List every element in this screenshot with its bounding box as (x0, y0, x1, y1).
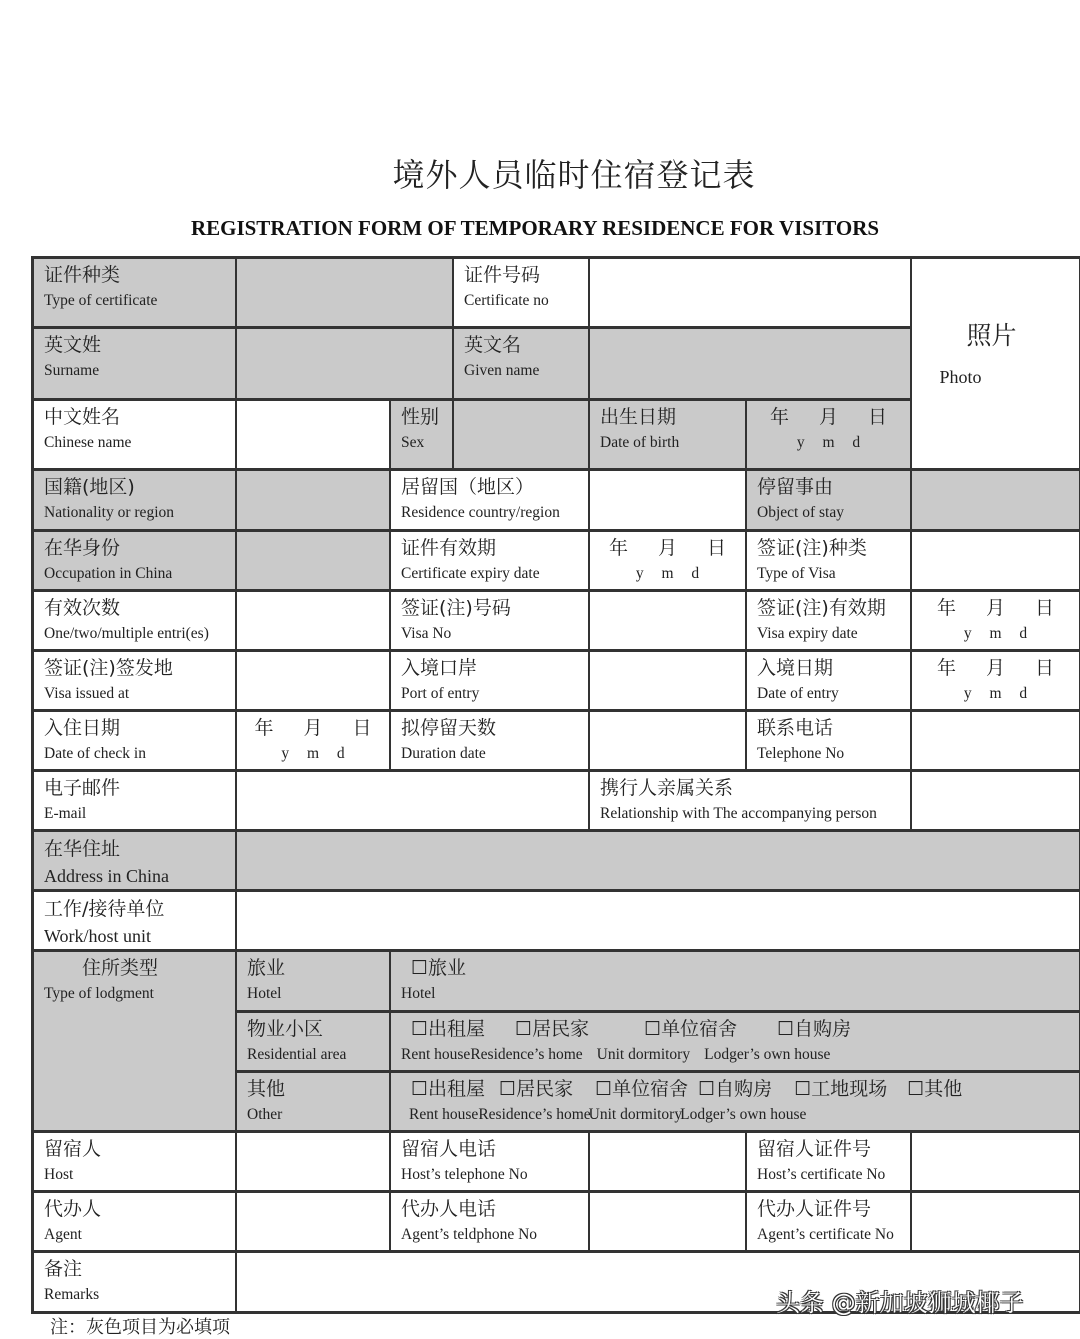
label-port (391, 652, 590, 712)
label-en: Sex (401, 434, 425, 451)
input-field[interactable] (237, 1133, 391, 1193)
input-field[interactable] (912, 471, 1080, 532)
lodgment-options-other (391, 1073, 1080, 1133)
label-entry-date (747, 652, 912, 712)
input-field[interactable] (912, 1193, 1080, 1253)
label-en: Telephone No (757, 745, 845, 762)
label-en: Host’s certificate No (757, 1166, 886, 1183)
option-label-en: Residence’s home (470, 1046, 583, 1063)
label-en: Address in China (44, 866, 169, 886)
label-en: One/two/multiple entri(es) (44, 625, 209, 642)
label-zh: 留宿人证件号 (757, 1138, 872, 1160)
label-hotel (237, 952, 391, 1013)
label-en: Remarks (44, 1286, 100, 1303)
label-residence (391, 471, 590, 532)
date-units-zh: 年 月 日 (769, 406, 900, 428)
label-visa-issued (34, 652, 237, 712)
label-host-tel (391, 1133, 590, 1193)
label-zh: 携行人亲属关系 (600, 777, 734, 799)
label-relationship (590, 772, 912, 832)
input-field[interactable] (912, 532, 1080, 592)
label-residential (237, 1013, 391, 1073)
label-host-cert (747, 1133, 912, 1193)
options-en-row (401, 985, 1079, 1003)
label-surname (34, 329, 237, 401)
footnote: 注：灰色项目为必填项 (50, 1317, 230, 1338)
label-zh: 英文姓 (44, 334, 102, 356)
input-field[interactable] (590, 652, 747, 712)
label-en: Hotel (247, 985, 282, 1002)
photo-box[interactable] (912, 259, 1080, 471)
label-zh: 入境口岸 (401, 657, 478, 679)
label-en: Relationship with The accompanying person (600, 805, 877, 822)
label-agent (34, 1193, 237, 1253)
options-zh-row (411, 955, 1079, 981)
registration-form-table (31, 256, 1080, 1314)
input-field[interactable] (590, 592, 747, 652)
label-en: Agent’s teldphone No (401, 1226, 538, 1243)
label-agent-tel (391, 1193, 590, 1253)
checkbox-option[interactable]: ☐自购房 (777, 1018, 852, 1040)
input-field[interactable] (237, 652, 391, 712)
input-field[interactable] (237, 592, 391, 652)
label-checkin (34, 712, 237, 772)
input-field[interactable] (237, 329, 454, 401)
label-zh: 英文名 (464, 334, 522, 356)
input-field[interactable] (590, 259, 912, 329)
date-input-field[interactable] (590, 532, 747, 592)
label-en: Type of certificate (44, 292, 158, 309)
label-nationality (34, 471, 237, 532)
label-en: Date of birth (600, 434, 680, 451)
label-zh: 出生日期 (600, 406, 677, 428)
label-zh: 物业小区 (247, 1018, 324, 1040)
input-field[interactable] (237, 832, 1080, 892)
label-other (237, 1073, 391, 1133)
label-en: Port of entry (401, 685, 480, 702)
label-zh: 电子邮件 (44, 777, 121, 799)
checkbox-option[interactable]: ☐出租屋 (411, 1078, 486, 1100)
label-en: Date of check in (44, 745, 146, 762)
label-duration (391, 712, 590, 772)
option-label-en: Residence’s home (478, 1106, 591, 1123)
input-field[interactable] (237, 1193, 391, 1253)
label-zh: 性别 (401, 406, 440, 428)
input-field[interactable] (454, 401, 590, 471)
label-zh: 代办人证件号 (757, 1198, 872, 1220)
input-field[interactable] (237, 892, 1080, 952)
form-title-en: REGISTRATION FORM OF TEMPORARY RESIDENCE FOR VISITORS (190, 216, 880, 240)
input-field[interactable] (590, 1133, 747, 1193)
label-en: Occupation in China (44, 565, 173, 582)
option-label-en: Rent house (401, 1046, 471, 1063)
label-zh: 有效次数 (44, 597, 121, 619)
label-en: Given name (464, 362, 540, 379)
label-cert-expiry (391, 532, 590, 592)
label-cert-no (454, 259, 590, 329)
label-zh: 代办人 (44, 1198, 102, 1220)
label-en: Host (44, 1166, 74, 1183)
label-email (34, 772, 237, 832)
option-label-en: Lodger’s own house (704, 1046, 831, 1063)
option-label-en: Lodger’s own house (680, 1106, 807, 1123)
label-en: Certificate expiry date (401, 565, 540, 582)
input-field[interactable] (590, 471, 747, 532)
label-host (34, 1133, 237, 1193)
checkbox-option[interactable]: ☐单位宿舍 (644, 1018, 738, 1040)
checkbox-option[interactable]: ☐居民家 (499, 1078, 574, 1100)
lodgment-options-hotel (391, 952, 1080, 1013)
label-en: Agent (44, 1226, 82, 1243)
label-en: Residential area (247, 1046, 347, 1063)
input-field[interactable] (590, 329, 912, 401)
label-zh: 国籍(地区) (44, 476, 135, 498)
label-en: Residence country/region (401, 504, 560, 521)
label-zh: 备注 (44, 1258, 83, 1280)
checkbox-option[interactable]: ☐其他 (907, 1078, 963, 1100)
label-zh: 代办人电话 (401, 1198, 497, 1220)
input-field[interactable] (912, 712, 1080, 772)
options-zh-row (411, 1076, 1079, 1102)
label-occupation (34, 532, 237, 592)
watermark: 头条 @新加坡狮城椰子 (776, 1289, 1024, 1317)
input-field[interactable] (912, 772, 1080, 832)
label-en: Type of Visa (757, 565, 836, 582)
date-input-field[interactable] (747, 401, 912, 471)
label-zh: 证件号码 (464, 264, 541, 286)
date-units-zh: 年 月 日 (254, 717, 384, 739)
date-input-field[interactable] (237, 712, 391, 772)
label-zh: 留宿人 (44, 1138, 102, 1160)
label-cn-name (34, 401, 237, 471)
options-en-row (411, 1106, 1079, 1124)
label-zh: 签证(注)号码 (401, 597, 511, 619)
options-zh-row (411, 1016, 1079, 1042)
label-zh: 旅业 (247, 957, 286, 979)
label-zh: 拟停留天数 (401, 717, 497, 739)
label-en: Surname (44, 362, 100, 379)
date-units-en: y m d (963, 685, 1028, 702)
label-zh: 中文姓名 (44, 406, 121, 428)
date-units-en: y m d (635, 565, 700, 582)
label-zh: 工作/接待单位 (44, 898, 165, 920)
input-field[interactable] (237, 772, 590, 832)
label-dob (590, 401, 747, 471)
options-en-row (401, 1046, 1079, 1064)
label-en: Object of stay (757, 504, 844, 521)
input-field[interactable] (237, 259, 454, 329)
label-en: Work/host unit (44, 926, 152, 946)
label-zh: 停留事由 (757, 476, 834, 498)
date-input-field[interactable] (912, 652, 1080, 712)
label-visa-type (747, 532, 912, 592)
input-field[interactable] (237, 401, 391, 471)
option-label-en: Unit dormitory (596, 1046, 691, 1063)
label-work (34, 892, 237, 952)
checkbox-option[interactable]: ☐单位宿舍 (595, 1078, 689, 1100)
label-zh: 签证(注)签发地 (44, 657, 173, 679)
date-units-zh: 年 月 日 (936, 657, 1067, 679)
label-en: E-mail (44, 805, 87, 822)
option-label-en: Hotel (401, 985, 436, 1002)
date-units-en: y m d (796, 434, 861, 451)
label-en: Nationality or region (44, 504, 174, 521)
date-units-en: y m d (963, 625, 1028, 642)
input-field[interactable] (237, 532, 391, 592)
label-en: Certificate no (464, 292, 549, 309)
label-tel (747, 712, 912, 772)
label-given (454, 329, 590, 401)
label-en: Chinese name (44, 434, 132, 451)
label-sex (391, 401, 454, 471)
checkbox-option[interactable]: ☐工地现场 (794, 1078, 888, 1100)
label-zh: 留宿人电话 (401, 1138, 497, 1160)
checkbox-option[interactable]: ☐出租屋 (411, 1018, 486, 1040)
label-en: Other (247, 1106, 283, 1123)
label-visa-expiry (747, 592, 912, 652)
date-units-zh: 年 月 日 (608, 537, 739, 559)
label-en: Visa expiry date (757, 625, 858, 642)
date-input-field[interactable] (912, 592, 1080, 652)
option-label-en: Rent house (409, 1106, 479, 1123)
label-visa-no (391, 592, 590, 652)
label-zh: 居留国（地区） (401, 476, 535, 498)
form-title-zh: 境外人员临时住宿登记表 (392, 156, 756, 194)
label-zh: 入住日期 (44, 717, 121, 739)
label-object (747, 471, 912, 532)
label-remarks (34, 1253, 237, 1314)
label-lodgment (34, 952, 237, 1133)
label-entries (34, 592, 237, 652)
label-address (34, 832, 237, 892)
label-zh: 在华身份 (44, 537, 121, 559)
label-zh: 证件有效期 (401, 537, 497, 559)
checkbox-option[interactable]: ☐旅业 (411, 957, 467, 979)
label-zh: 联系电话 (757, 717, 834, 739)
label-zh: 签证(注)种类 (757, 537, 867, 559)
input-field[interactable] (590, 712, 747, 772)
label-en: Agent’s certificate No (757, 1226, 894, 1243)
label-zh: 住所类型 (82, 957, 159, 979)
label-en: Visa No (401, 625, 452, 642)
input-field[interactable] (912, 1133, 1080, 1193)
label-zh: 在华住址 (44, 838, 121, 860)
label-zh: 签证(注)有效期 (757, 597, 886, 619)
label-en: Visa issued at (44, 685, 130, 702)
photo-label-en: Photo (939, 367, 982, 387)
checkbox-option[interactable]: ☐居民家 (515, 1018, 590, 1040)
label-en: Date of entry (757, 685, 839, 702)
label-en: Host’s telephone No (401, 1166, 528, 1183)
date-units-zh: 年 月 日 (936, 597, 1067, 619)
label-zh: 入境日期 (757, 657, 834, 679)
input-field[interactable] (237, 471, 391, 532)
checkbox-option[interactable]: ☐自购房 (698, 1078, 773, 1100)
date-units-en: y m d (281, 745, 345, 762)
photo-label-zh: 照片 (966, 321, 1017, 350)
label-cert-type (34, 259, 237, 329)
label-zh: 其他 (247, 1078, 286, 1100)
label-zh: 证件种类 (44, 264, 121, 286)
option-label-en: Unit dormitory (588, 1106, 683, 1123)
input-field[interactable] (590, 1193, 747, 1253)
label-en: Type of lodgment (44, 985, 154, 1002)
label-en: Duration date (401, 745, 486, 762)
lodgment-options-residential (391, 1013, 1080, 1073)
label-agent-cert (747, 1193, 912, 1253)
